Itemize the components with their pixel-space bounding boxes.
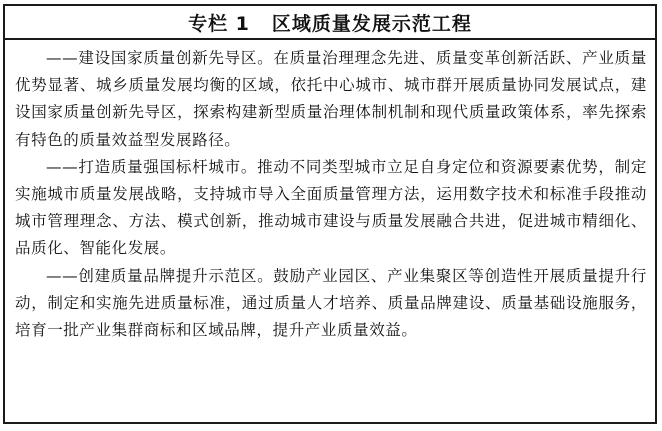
- box-title-bar: [5, 6, 655, 40]
- column-box: [3, 4, 657, 424]
- paragraph-innovation-pilot-zone: ——建设国家质量创新先导区。在质量治理理念先进、质量变革创新活跃、产业质量优势显著、城乡质量发展均衡的区域，依托中心城市、城市群开展质量协同发展试点，建设国家质量创新先导区，探索构建新型质量治理体制机制和现代质量政策体系，率先探索有特色的质量效益型发展路径。: [15, 49, 647, 149]
- box-content: [5, 40, 655, 344]
- paragraph-benchmark-city: ——打造质量强国标杆城市。推动不同类型城市立足自身定位和资源要素优势，制定实施城市质量发展战略，支持城市导入全面质量管理方法，运用数字技术和标准手段推动城市管理理念、方法、模式创新，推动城市建设与质量发展融合共进，促进城市精细化、品质化、智能化发展。: [15, 157, 647, 258]
- paragraph-brand-demonstration-zone: ——创建质量品牌提升示范区。鼓励产业园区、产业集聚区等创造性开展质量提升行动，制定和实施先进质量标准，通过质量人才培养、质量品牌建设、质量基础设施服务，培育一批产业集群商标和区域品牌，提升产业质量效益。: [15, 266, 647, 340]
- column-label: 专栏 1: [188, 12, 250, 35]
- column-title: 区域质量发展示范工程: [271, 12, 472, 35]
